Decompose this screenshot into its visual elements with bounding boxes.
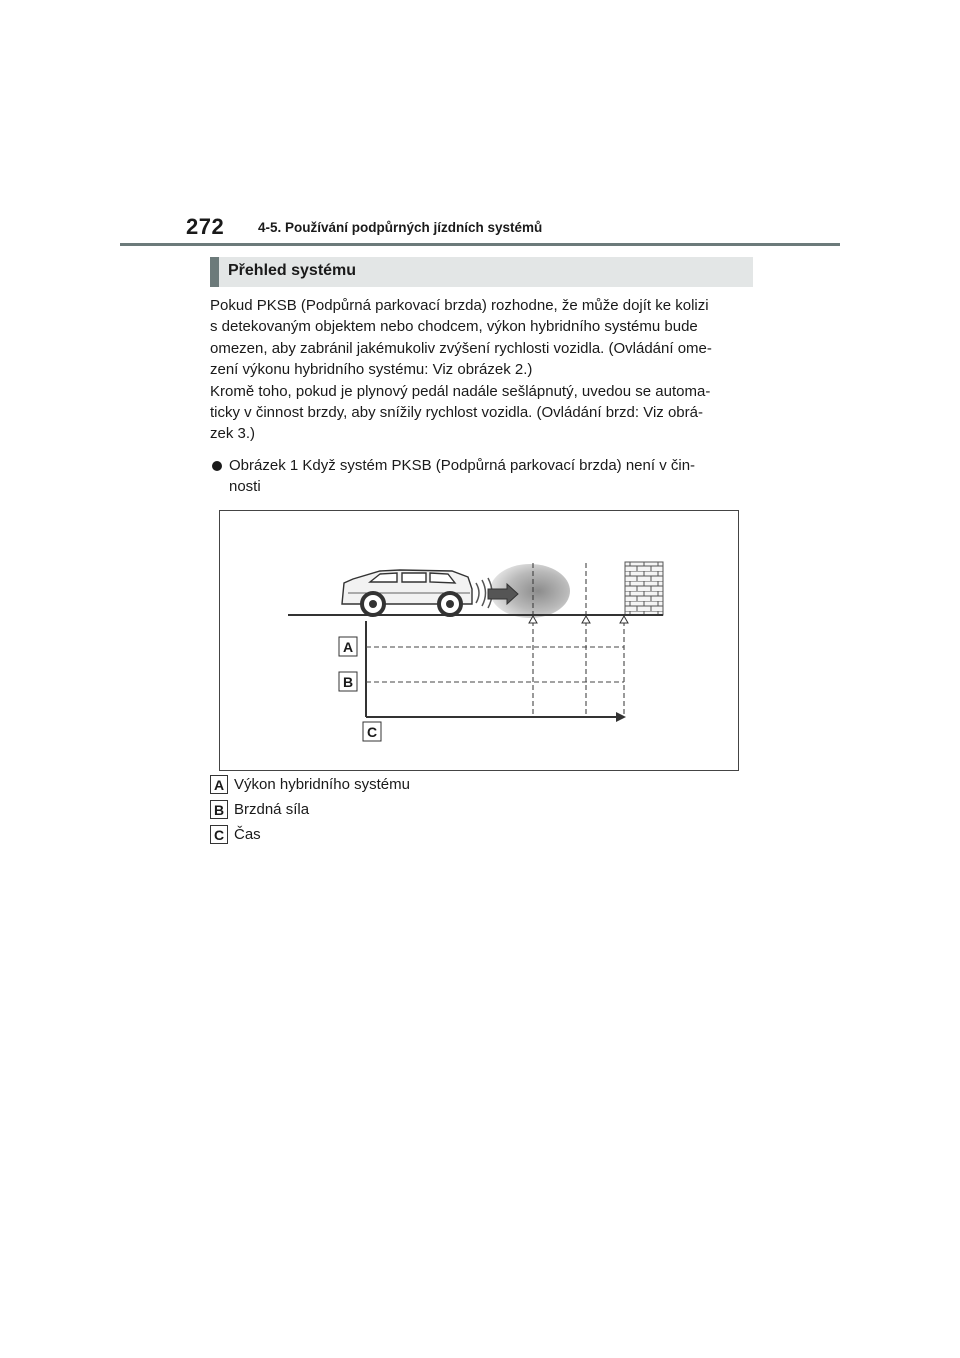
body-paragraph — [210, 295, 755, 445]
paragraph-line: Pokud PKSB (Podpůrná parkovací brzda) rozhodne, že může dojít ke kolizi — [210, 297, 709, 314]
paragraph-line: omezen, aby zabránil jakémukoliv zvýšení rychlosti vozidla. (Ovládání ome- — [210, 339, 712, 357]
paragraph-line: zení výkonu hybridního systému: Viz obrázek 2.) — [210, 361, 533, 379]
legend-text-a: Výkon hybridního systému — [234, 776, 410, 793]
car-icon — [342, 570, 472, 615]
section-header — [210, 257, 753, 287]
legend-key-b: B — [210, 800, 228, 819]
figure-illustration — [220, 511, 738, 770]
section-title: Přehled systému — [228, 262, 357, 279]
marker-pointers — [529, 616, 628, 623]
figure-frame — [219, 510, 739, 771]
bullet-line: nosti — [229, 478, 261, 496]
section-accent-bar — [210, 257, 219, 287]
figure-label-c — [363, 722, 381, 741]
figure-label-c-text: C — [366, 724, 378, 740]
header-divider — [120, 243, 840, 246]
figure-label-a-text: A — [342, 639, 354, 655]
figure-label-b-text: B — [342, 674, 354, 690]
bullet-text — [229, 455, 695, 498]
figure-label-a — [339, 637, 357, 656]
legend-text-b: Brzdná síla — [234, 801, 310, 818]
legend-key-a: A — [210, 775, 228, 794]
paragraph-line: zek 3.) — [210, 425, 256, 443]
wall-icon — [625, 562, 663, 615]
bullet-line: Obrázek 1 Když systém PKSB (Podpůrná parkovací brzda) není v čin- — [229, 457, 696, 474]
paragraph-line: ticky v činnost brzdy, aby snížily rychlost vozidla. (Ovládání brzd: Viz obrá- — [210, 403, 703, 421]
chapter-title: 4-5. Používání podpůrných jízdních systémů — [258, 220, 543, 235]
page-number: 272 — [186, 214, 225, 239]
paragraph-line: s detekovaným objektem nebo chodcem, výkon hybridního systému bude — [210, 318, 698, 336]
legend-key-c: C — [210, 825, 228, 844]
bullet-dot-icon — [212, 461, 222, 471]
legend-text-c: Čas — [234, 826, 261, 843]
paragraph-line: Kromě toho, pokud je plynový pedál nadále sešlápnutý, uvedou se automa- — [210, 382, 711, 400]
figure-label-b — [339, 672, 357, 691]
